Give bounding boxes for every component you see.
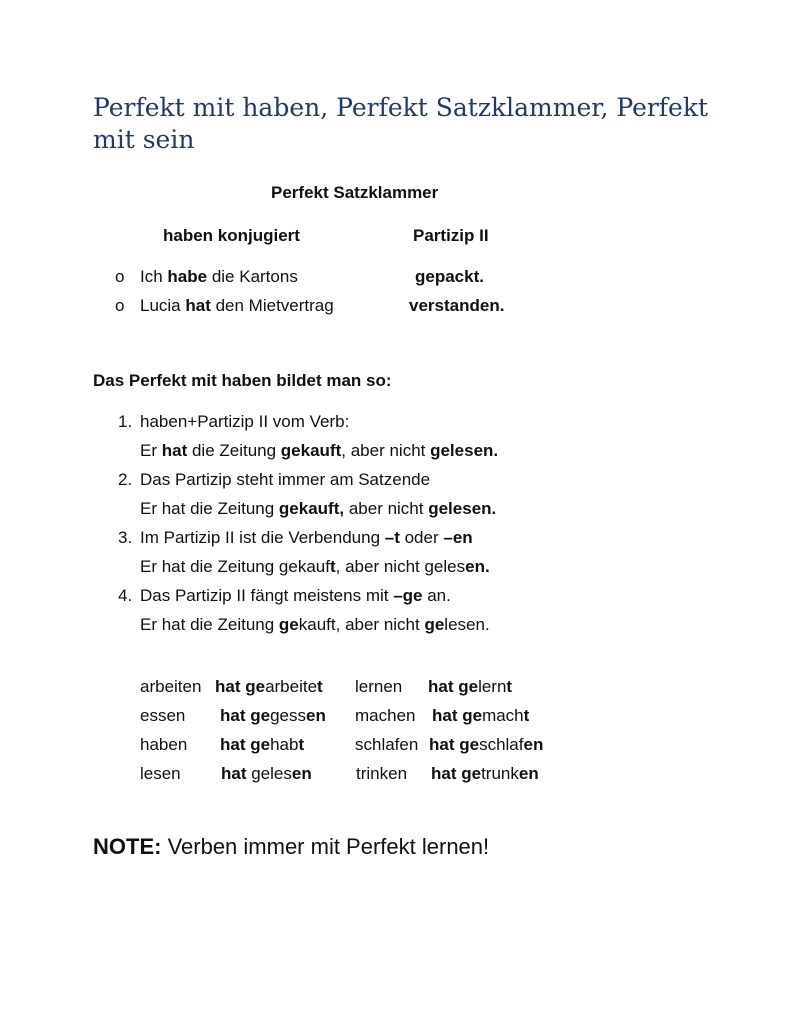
list-number: 4. xyxy=(118,586,133,605)
list-number: 2. xyxy=(118,470,133,489)
rule-line: Im Partizip II ist die Verbendung –t oder –en xyxy=(140,528,473,547)
verb-infinitive: lernen xyxy=(355,677,403,696)
rule-line: Das Partizip steht immer am Satzende xyxy=(140,470,431,489)
verb-perfekt: hat gelesen xyxy=(221,764,312,783)
example-partizip: gepackt. xyxy=(415,267,484,286)
verb-perfekt: hat gelernt xyxy=(428,677,513,696)
list-number: 3. xyxy=(118,528,133,547)
rules-heading: Das Perfekt mit haben bildet man so: xyxy=(93,371,392,390)
verb-infinitive: schlafen xyxy=(355,735,419,754)
column-header-partizip: Partizip II xyxy=(413,226,489,245)
verb-infinitive: arbeiten xyxy=(140,677,202,696)
verb-perfekt: hat gegessen xyxy=(220,706,326,725)
verb-perfekt: hat geschlafen xyxy=(429,735,544,754)
verb-infinitive: machen xyxy=(355,706,416,725)
note-label: NOTE: xyxy=(93,834,162,859)
verb-infinitive: haben xyxy=(140,735,188,754)
verb-perfekt: hat gemacht xyxy=(432,706,530,725)
rule-example: Er hat die Zeitung gekauft, aber nicht gelesen. xyxy=(140,441,499,460)
rule-example: Er hat die Zeitung gekauft, aber nicht gelesen. xyxy=(140,557,490,576)
example-partizip: verstanden. xyxy=(409,296,505,315)
verb-infinitive: trinken xyxy=(356,764,408,783)
verb-perfekt: hat gehabt xyxy=(220,735,305,754)
page-title: Perfekt mit haben, Perfekt Satzklammer, Perfekt mit sein xyxy=(93,93,709,154)
example-sentence: Lucia hat den Mietvertrag xyxy=(140,296,334,315)
bullet-icon: o xyxy=(115,267,125,286)
satzklammer-heading: Perfekt Satzklammer xyxy=(271,183,439,202)
rule-example: Er hat die Zeitung gekauft, aber nicht gelesen. xyxy=(140,615,490,634)
column-header-haben: haben konjugiert xyxy=(163,226,300,245)
verb-infinitive: essen xyxy=(140,706,186,725)
bullet-icon: o xyxy=(115,296,125,315)
example-sentence: Ich habe die Kartons xyxy=(140,267,298,286)
rule-line: Das Partizip II fängt meistens mit –ge an. xyxy=(140,586,451,605)
verb-infinitive: lesen xyxy=(140,764,181,783)
verb-perfekt: hat gearbeitet xyxy=(215,677,323,696)
rule-line: haben+Partizip II vom Verb: xyxy=(140,412,350,431)
rule-example: Er hat die Zeitung gekauft, aber nicht gelesen. xyxy=(140,499,497,518)
verb-perfekt: hat getrunken xyxy=(431,764,539,783)
note-text: NOTE: Verben immer mit Perfekt lernen! xyxy=(93,834,490,859)
list-number: 1. xyxy=(118,412,133,431)
